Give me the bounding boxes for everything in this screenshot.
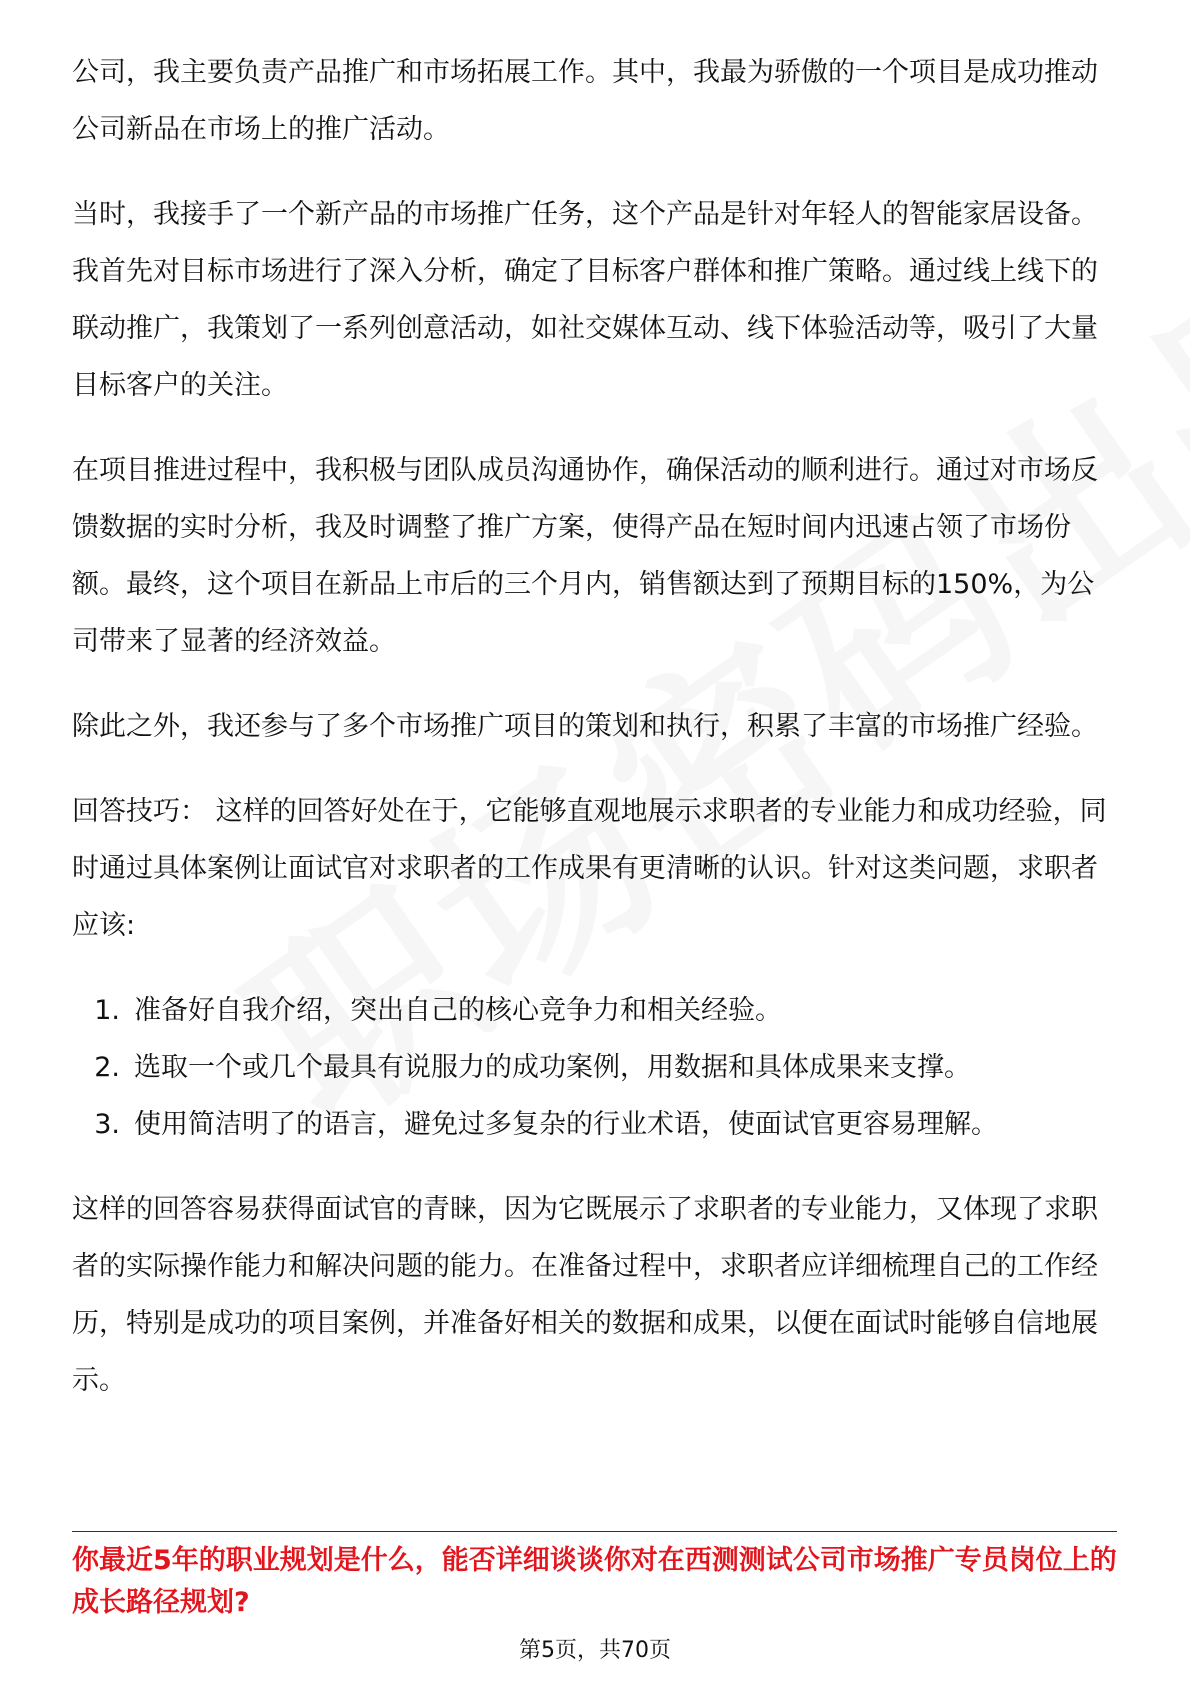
section-divider xyxy=(72,1531,1117,1532)
list-text: 使用简洁明了的语言，避免过多复杂的行业术语，使面试官更容易理解。 xyxy=(134,1109,998,1140)
page-footer: 第5页，共70页 xyxy=(519,1638,671,1663)
paragraph-project-background: 当时，我接手了一个新产品的市场推广任务，这个产品是针对年轻人的智能家居设备。我首先对目标市场进行了深入分析，确定了目标客户群体和推广策略。通过线上线下的联动推广，我策划了一系列创意活动，如社交媒体互动、线下体验活动等，吸引了大量目标客户的关注。 xyxy=(72,199,1098,401)
list-number: 2. xyxy=(94,1052,120,1083)
list-text: 选取一个或几个最具有说服力的成功案例，用数据和具体成果来支撑。 xyxy=(134,1052,971,1083)
list-number: 1. xyxy=(94,995,120,1026)
paragraph-summary: 这样的回答容易获得面试官的青睐，因为它既展示了求职者的专业能力，又体现了求职者的实际操作能力和解决问题的能力。在准备过程中，求职者应详细梳理自己的工作经历，特别是成功的项目案例，并准备好相关的数据和成果，以便在面试时能够自信地展示。 xyxy=(72,1194,1098,1396)
paragraph-intro: 公司，我主要负责产品推广和市场拓展工作。其中，我最为骄傲的一个项目是成功推动公司新品在市场上的推广活动。 xyxy=(72,57,1098,145)
paragraph-other-experience: 除此之外，我还参与了多个市场推广项目的策划和执行，积累了丰富的市场推广经验。 xyxy=(72,711,1098,742)
list-item xyxy=(72,982,1117,1039)
answer-body xyxy=(72,44,1117,1437)
paragraph-answer-tips: 回答技巧： 这样的回答好处在于，它能够直观地展示求职者的专业能力和成功经验，同时通过具体案例让面试官对求职者的工作成果有更清晰的认识。针对这类问题，求职者应该: xyxy=(72,796,1107,941)
list-item xyxy=(72,1039,1117,1096)
paragraph-project-result: 在项目推进过程中，我积极与团队成员沟通协作，确保活动的顺利进行。通过对市场反馈数据的实时分析，我及时调整了推广方案，使得产品在短时间内迅速占领了市场份额。最终，这个项目在新品上市后的三个月内，销售额达到了预期目标的150%，为公司带来了显著的经济效益。 xyxy=(72,455,1098,657)
list-number: 3. xyxy=(94,1109,120,1140)
next-question-heading: 你最近5年的职业规划是什么，能否详细谈谈你对在西测测试公司市场推广专员岗位上的成长路径规划? xyxy=(72,1545,1117,1618)
list-text: 准备好自我介绍，突出自己的核心竞争力和相关经验。 xyxy=(134,995,782,1026)
tips-list xyxy=(72,982,1117,1153)
list-item xyxy=(72,1096,1117,1153)
